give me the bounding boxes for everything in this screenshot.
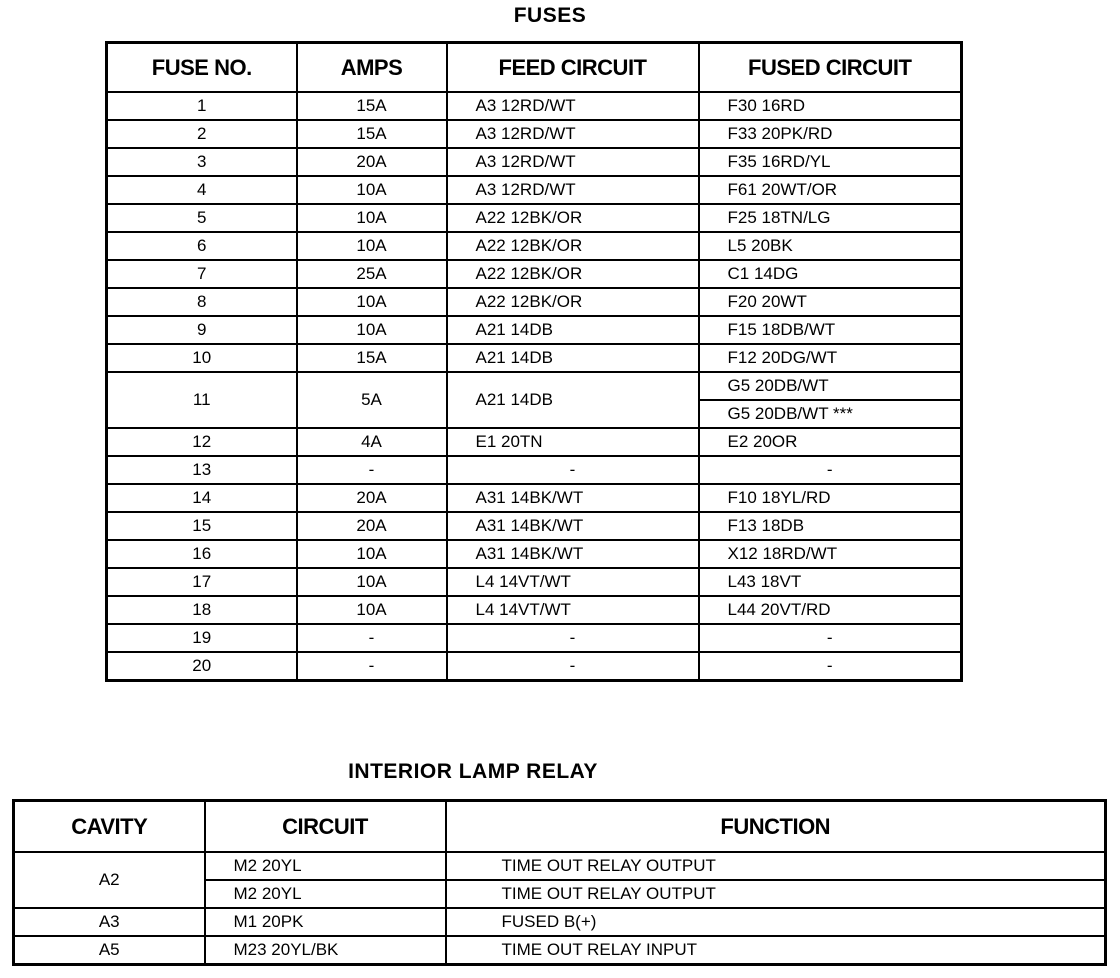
fuse-table-body [107, 92, 962, 681]
fuse-fused-circuit: X12 18RD/WT [699, 540, 962, 568]
fuse-feed-circuit: - [447, 624, 699, 652]
fuse-fused-circuit: F20 20WT [699, 288, 962, 316]
fuse-feed-circuit: A21 14DB [447, 316, 699, 344]
fuse-table [105, 41, 963, 682]
fuse-amps: 10A [297, 204, 447, 232]
fuse-fused-circuit: F61 20WT/OR [699, 176, 962, 204]
relay-circuit: M2 20YL [205, 852, 446, 880]
fuse-row [107, 232, 962, 260]
relay-circuit: M23 20YL/BK [205, 936, 446, 965]
fuse-number: 16 [107, 540, 297, 568]
relay-function: TIME OUT RELAY OUTPUT [446, 852, 1106, 880]
header-circuit: CIRCUIT [205, 801, 446, 853]
fuse-number: 3 [107, 148, 297, 176]
fuse-number: 2 [107, 120, 297, 148]
fuse-feed-circuit: A22 12BK/OR [447, 288, 699, 316]
fuse-fused-circuit: - [699, 652, 962, 681]
fuse-feed-circuit: A22 12BK/OR [447, 204, 699, 232]
fuse-amps: 4A [297, 428, 447, 456]
fuse-amps: 10A [297, 568, 447, 596]
header-cavity: CAVITY [14, 801, 205, 853]
fuse-feed-circuit: A3 12RD/WT [447, 92, 699, 120]
fuse-row [107, 148, 962, 176]
fuse-amps: 10A [297, 288, 447, 316]
fuse-number: 18 [107, 596, 297, 624]
fuse-fused-circuit: F35 16RD/YL [699, 148, 962, 176]
fuse-amps: 5A [297, 372, 447, 428]
fuse-number: 15 [107, 512, 297, 540]
fuse-feed-circuit: A21 14DB [447, 344, 699, 372]
fuse-row [107, 288, 962, 316]
fuse-amps: - [297, 624, 447, 652]
fuses-title: FUSES [513, 4, 587, 27]
header-function: FUNCTION [446, 801, 1106, 853]
fuse-fused-circuit: - [699, 456, 962, 484]
fuse-feed-circuit: A31 14BK/WT [447, 512, 699, 540]
relay-title: INTERIOR LAMP RELAY [348, 760, 598, 783]
fuse-amps: 10A [297, 176, 447, 204]
fuse-amps: 10A [297, 540, 447, 568]
fuse-row [107, 568, 962, 596]
fuse-number: 14 [107, 484, 297, 512]
fuse-row [107, 428, 962, 456]
fuse-row [107, 596, 962, 624]
relay-circuit: M1 20PK [205, 908, 446, 936]
fuse-fused-circuit: L43 18VT [699, 568, 962, 596]
fuse-feed-circuit: E1 20TN [447, 428, 699, 456]
fuse-amps: 25A [297, 260, 447, 288]
header-fuse-no: FUSE NO. [107, 43, 297, 93]
fuse-fused-circuit: C1 14DG [699, 260, 962, 288]
fuse-row [107, 316, 962, 344]
fuse-feed-circuit: A31 14BK/WT [447, 484, 699, 512]
fuse-number: 9 [107, 316, 297, 344]
fuse-number: 11 [107, 372, 297, 428]
fuse-feed-circuit: A22 12BK/OR [447, 260, 699, 288]
fuse-row [107, 456, 962, 484]
fuse-row [107, 120, 962, 148]
fuse-row [107, 260, 962, 288]
fuse-feed-circuit: - [447, 652, 699, 681]
relay-circuit: M2 20YL [205, 880, 446, 908]
header-feed-circuit: FEED CIRCUIT [447, 43, 699, 93]
relay-cavity: A5 [14, 936, 205, 965]
fuse-fused-circuit: F15 18DB/WT [699, 316, 962, 344]
relay-function: TIME OUT RELAY INPUT [446, 936, 1106, 965]
fuse-number: 6 [107, 232, 297, 260]
fuse-row [107, 624, 962, 652]
fuse-row [107, 344, 962, 372]
fuse-amps: - [297, 456, 447, 484]
fuse-amps: 20A [297, 512, 447, 540]
fuse-feed-circuit: A3 12RD/WT [447, 120, 699, 148]
fuse-amps: 20A [297, 148, 447, 176]
fuse-row [107, 204, 962, 232]
fuse-fused-circuit: F33 20PK/RD [699, 120, 962, 148]
fuse-row [107, 176, 962, 204]
fuse-fused-circuit: F25 18TN/LG [699, 204, 962, 232]
fuse-feed-circuit: - [447, 456, 699, 484]
fuse-row [107, 652, 962, 681]
relay-row [14, 852, 1106, 880]
fuse-feed-circuit: A21 14DB [447, 372, 699, 428]
fuse-amps: 10A [297, 316, 447, 344]
fuse-number: 8 [107, 288, 297, 316]
relay-cavity: A3 [14, 908, 205, 936]
relay-function: TIME OUT RELAY OUTPUT [446, 880, 1106, 908]
relay-header-row [14, 801, 1106, 853]
fuse-fused-circuit: F10 18YL/RD [699, 484, 962, 512]
fuse-number: 20 [107, 652, 297, 681]
fuse-number: 13 [107, 456, 297, 484]
relay-row [14, 908, 1106, 936]
fuse-number: 12 [107, 428, 297, 456]
fuse-fused-circuit: F30 16RD [699, 92, 962, 120]
fuse-fused-circuit: L5 20BK [699, 232, 962, 260]
fuse-amps: 10A [297, 596, 447, 624]
fuse-feed-circuit: A3 12RD/WT [447, 176, 699, 204]
fuse-amps: 10A [297, 232, 447, 260]
fuse-number: 4 [107, 176, 297, 204]
fuse-number: 19 [107, 624, 297, 652]
fuse-amps: 15A [297, 120, 447, 148]
fuse-number: 1 [107, 92, 297, 120]
fuse-amps: 20A [297, 484, 447, 512]
fuse-fused-circuit: L44 20VT/RD [699, 596, 962, 624]
relay-function: FUSED B(+) [446, 908, 1106, 936]
fuse-header-row [107, 43, 962, 93]
relay-cavity: A2 [14, 852, 205, 908]
fuse-number: 7 [107, 260, 297, 288]
fuse-row [107, 512, 962, 540]
fuse-number: 5 [107, 204, 297, 232]
fuse-amps: 15A [297, 344, 447, 372]
fuse-row [107, 484, 962, 512]
fuse-feed-circuit: A22 12BK/OR [447, 232, 699, 260]
fuse-feed-circuit: L4 14VT/WT [447, 596, 699, 624]
fuse-fused-circuit: - [699, 624, 962, 652]
fuse-feed-circuit: A31 14BK/WT [447, 540, 699, 568]
fuse-row [107, 92, 962, 120]
fuse-fused-circuit: F13 18DB [699, 512, 962, 540]
fuse-fused-circuit: F12 20DG/WT [699, 344, 962, 372]
fuse-fused-circuit: G5 20DB/WT [699, 372, 962, 400]
fuse-amps: - [297, 652, 447, 681]
fuse-row [107, 372, 962, 400]
fuse-row [107, 540, 962, 568]
header-amps: AMPS [297, 43, 447, 93]
fuse-feed-circuit: A3 12RD/WT [447, 148, 699, 176]
header-fused-circuit: FUSED CIRCUIT [699, 43, 962, 93]
fuse-fused-circuit: E2 20OR [699, 428, 962, 456]
fuse-amps: 15A [297, 92, 447, 120]
relay-table-body [14, 852, 1106, 965]
relay-row [14, 936, 1106, 965]
fuse-number: 17 [107, 568, 297, 596]
relay-table [12, 799, 1107, 966]
fuse-number: 10 [107, 344, 297, 372]
fuse-fused-circuit: G5 20DB/WT *** [699, 400, 962, 428]
fuse-feed-circuit: L4 14VT/WT [447, 568, 699, 596]
